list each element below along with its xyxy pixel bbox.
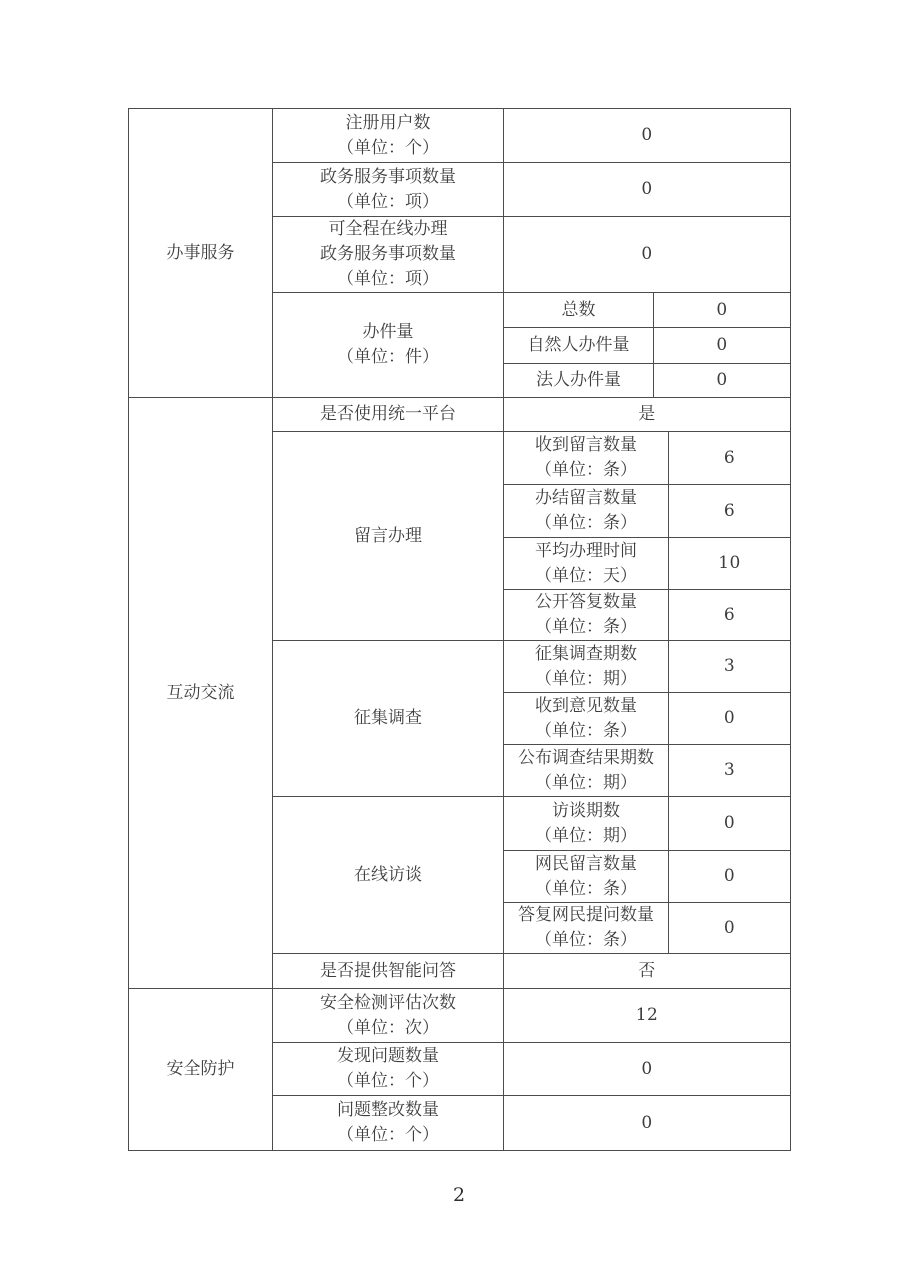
submetric-cell-results-published	[504, 745, 669, 797]
metric-value-online-full-process: 0	[504, 217, 791, 293]
submetric-label-legal-person: 法人办件量	[504, 364, 654, 398]
metric-label: 问题整改数量	[337, 1100, 439, 1120]
metric-cell-security-assessments	[273, 989, 504, 1043]
submetric-value-opinions-received: 0	[669, 693, 791, 745]
submetric-value-interview-periods: 0	[669, 797, 791, 851]
metric-value-registered-users: 0	[504, 109, 791, 163]
submetric-label: 平均办理时间	[535, 540, 637, 561]
submetric-unit: （单位：条）	[535, 617, 637, 637]
metric-value-problems-found: 0	[504, 1043, 791, 1096]
page-number: 2	[452, 1184, 466, 1206]
metric-value-smart-qa: 否	[504, 954, 791, 989]
submetric-cell-interview-periods	[504, 797, 669, 851]
submetric-value-netizen-replies: 0	[669, 903, 791, 954]
submetric-value-avg-handle-time: 10	[669, 538, 791, 590]
submetric-value-survey-periods: 3	[669, 641, 791, 693]
section-label-security: 安全防护	[129, 989, 273, 1151]
metric-label-line1: 可全程在线办理	[328, 219, 448, 239]
metric-unit: （单位：个）	[337, 1071, 439, 1091]
metric-cell-service-items	[273, 163, 504, 217]
submetric-label-total: 总数	[504, 293, 654, 328]
metric-value-service-items: 0	[504, 163, 791, 217]
submetric-unit: （单位：条）	[535, 878, 637, 899]
metric-cell-case-volume	[273, 293, 504, 398]
submetric-label-natural-person: 自然人办件量	[504, 328, 654, 364]
metric-label: 办件量	[362, 322, 414, 342]
submetric-value-natural-person: 0	[654, 328, 791, 364]
submetric-cell-survey-periods	[504, 641, 669, 693]
submetric-cell-messages-received	[504, 432, 669, 485]
submetric-unit: （单位：天）	[535, 565, 637, 586]
submetric-label: 公开答复数量	[535, 592, 637, 612]
metric-unit: （单位：次）	[337, 1017, 439, 1038]
submetric-cell-messages-completed	[504, 485, 669, 538]
submetric-unit: （单位：条）	[535, 513, 637, 533]
submetric-unit: （单位：期）	[535, 668, 637, 689]
submetric-label: 网民留言数量	[535, 853, 637, 874]
submetric-cell-netizen-messages	[504, 851, 669, 903]
metric-label: 安全检测评估次数	[320, 992, 456, 1013]
metric-cell-problems-found	[273, 1043, 504, 1096]
submetric-label: 办结留言数量	[535, 488, 637, 508]
submetric-value-messages-received: 6	[669, 432, 791, 485]
submetric-label: 公布调查结果期数	[518, 747, 654, 768]
submetric-label: 答复网民提问数量	[518, 905, 654, 925]
submetric-value-public-replies: 6	[669, 590, 791, 641]
metric-label: 发现问题数量	[337, 1046, 439, 1066]
metric-unit: （单位：个）	[337, 1125, 439, 1145]
submetric-value-netizen-messages: 0	[669, 851, 791, 903]
metric-value-problems-fixed: 0	[504, 1096, 791, 1151]
row-unified-platform	[129, 398, 791, 432]
submetric-label: 收到意见数量	[535, 695, 637, 716]
metric-label-smart-qa: 是否提供智能问答	[273, 954, 504, 989]
metric-label-unified-platform: 是否使用统一平台	[273, 398, 504, 432]
metric-cell-registered-users	[273, 109, 504, 163]
metric-value-unified-platform: 是	[504, 398, 791, 432]
submetric-cell-avg-handle-time	[504, 538, 669, 590]
row-registered-users	[129, 109, 791, 163]
metric-label-line2: 政务服务事项数量	[320, 244, 456, 264]
metric-cell-online-full-process	[273, 217, 504, 293]
metric-label: 政务服务事项数量	[320, 166, 456, 187]
report-table	[128, 108, 791, 1151]
submetric-unit: （单位：期）	[535, 772, 637, 793]
metric-unit: （单位：个）	[337, 137, 439, 158]
group-label-online-interview: 在线访谈	[273, 797, 504, 954]
submetric-label: 征集调查期数	[535, 643, 637, 664]
submetric-unit: （单位：条）	[535, 930, 637, 950]
submetric-cell-public-replies	[504, 590, 669, 641]
submetric-value-total: 0	[654, 293, 791, 328]
submetric-cell-netizen-replies	[504, 903, 669, 954]
section-label-interaction: 互动交流	[129, 398, 273, 989]
metric-value-security-assessments: 12	[504, 989, 791, 1043]
group-label-survey: 征集调查	[273, 641, 504, 797]
submetric-label: 访谈期数	[552, 800, 620, 821]
submetric-value-results-published: 3	[669, 745, 791, 797]
metric-unit: （单位：项）	[337, 191, 439, 212]
submetric-unit: （单位：条）	[535, 720, 637, 741]
row-security-assessments	[129, 989, 791, 1043]
metric-unit: （单位：件）	[337, 347, 439, 367]
submetric-value-messages-completed: 6	[669, 485, 791, 538]
group-label-message-handling: 留言办理	[273, 432, 504, 641]
metric-unit: （单位：项）	[337, 269, 439, 289]
section-label-service: 办事服务	[129, 109, 273, 398]
submetric-unit: （单位：期）	[535, 825, 637, 846]
submetric-label: 收到留言数量	[535, 435, 637, 455]
metric-label: 注册用户数	[345, 112, 431, 133]
submetric-cell-opinions-received	[504, 693, 669, 745]
submetric-value-legal-person: 0	[654, 364, 791, 398]
metric-cell-problems-fixed	[273, 1096, 504, 1151]
submetric-unit: （单位：条）	[535, 460, 637, 480]
